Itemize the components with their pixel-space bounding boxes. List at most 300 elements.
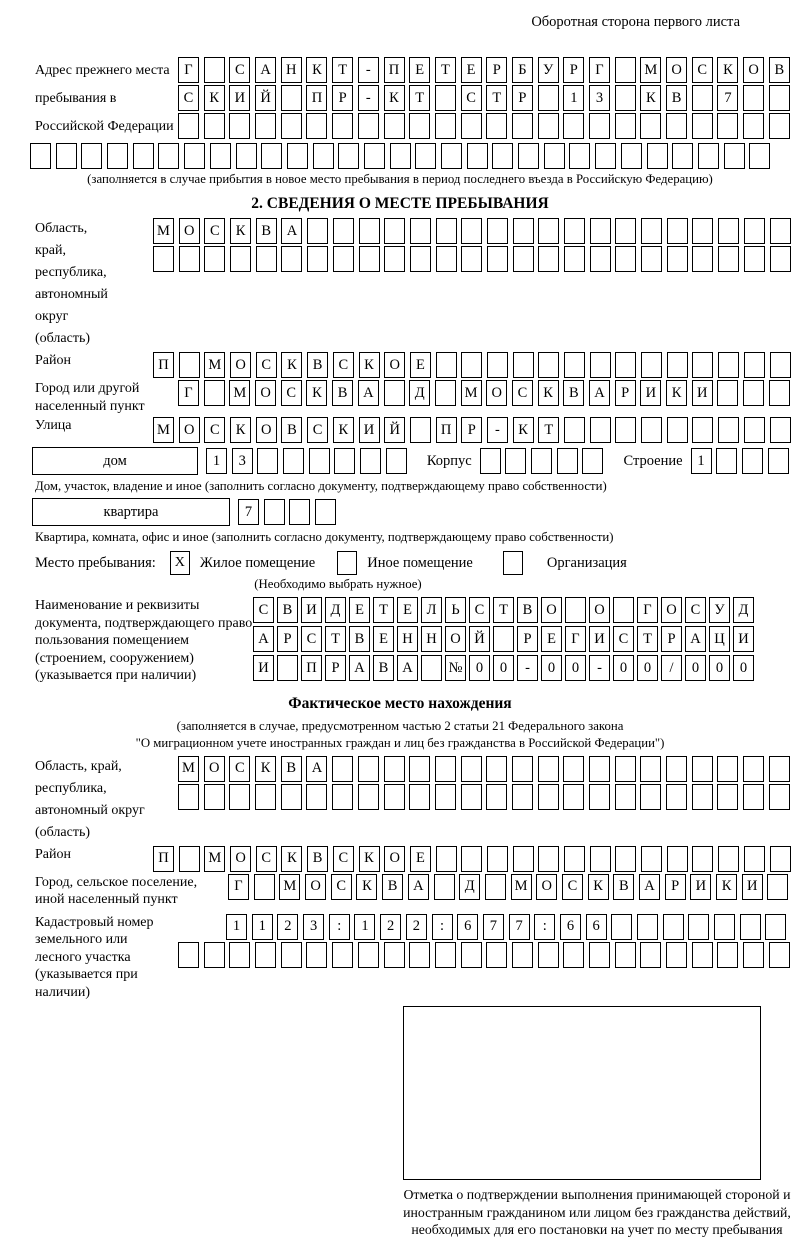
char-cell[interactable] (435, 942, 456, 968)
char-cell[interactable] (486, 784, 507, 810)
char-cell[interactable] (461, 846, 482, 872)
char-cell[interactable]: Н (397, 626, 418, 652)
char-cell[interactable] (769, 380, 790, 406)
char-cell[interactable] (769, 784, 790, 810)
char-cell[interactable] (615, 246, 636, 272)
char-cell[interactable] (415, 143, 436, 169)
checkbox-organization[interactable] (503, 551, 523, 575)
char-cell[interactable] (667, 218, 688, 244)
char-cell[interactable] (718, 417, 739, 443)
char-cell[interactable]: Т (373, 597, 394, 623)
char-cell[interactable] (513, 352, 534, 378)
char-cell[interactable]: : (534, 914, 555, 940)
char-cell[interactable]: Г (178, 380, 199, 406)
char-cell[interactable] (184, 143, 205, 169)
char-cell[interactable] (564, 417, 585, 443)
char-cell[interactable]: 0 (733, 655, 754, 681)
char-cell[interactable] (358, 113, 379, 139)
char-cell[interactable] (306, 113, 327, 139)
char-cell[interactable]: 3 (303, 914, 324, 940)
char-cell[interactable] (436, 846, 457, 872)
char-cell[interactable]: Т (325, 626, 346, 652)
char-cell[interactable] (589, 784, 610, 810)
char-cell[interactable] (204, 942, 225, 968)
char-cell[interactable] (557, 448, 578, 474)
char-cell[interactable] (360, 448, 381, 474)
char-cell[interactable] (615, 784, 636, 810)
char-cell[interactable] (178, 113, 199, 139)
char-cell[interactable] (384, 246, 405, 272)
char-cell[interactable] (315, 499, 336, 525)
char-cell[interactable]: 1 (563, 85, 584, 111)
char-cell[interactable]: К (281, 352, 302, 378)
char-cell[interactable]: А (408, 874, 429, 900)
char-cell[interactable] (538, 846, 559, 872)
char-cell[interactable] (563, 784, 584, 810)
char-cell[interactable] (409, 756, 430, 782)
char-cell[interactable] (740, 914, 761, 940)
char-cell[interactable]: К (204, 85, 225, 111)
char-cell[interactable]: О (384, 352, 405, 378)
char-cell[interactable] (358, 756, 379, 782)
char-cell[interactable] (358, 942, 379, 968)
char-cell[interactable]: Р (615, 380, 636, 406)
char-cell[interactable]: О (486, 380, 507, 406)
char-cell[interactable] (179, 352, 200, 378)
char-cell[interactable]: О (666, 57, 687, 83)
char-cell[interactable] (261, 143, 282, 169)
char-cell[interactable] (230, 246, 251, 272)
char-cell[interactable] (641, 246, 662, 272)
char-cell[interactable]: М (204, 352, 225, 378)
char-cell[interactable]: М (178, 756, 199, 782)
char-cell[interactable]: О (589, 597, 610, 623)
char-cell[interactable]: К (356, 874, 377, 900)
char-cell[interactable] (590, 246, 611, 272)
char-cell[interactable]: Б (512, 57, 533, 83)
char-cell[interactable]: В (256, 218, 277, 244)
char-cell[interactable]: К (538, 380, 559, 406)
char-cell[interactable] (255, 942, 276, 968)
char-cell[interactable] (590, 352, 611, 378)
char-cell[interactable]: 0 (469, 655, 490, 681)
char-cell[interactable] (582, 448, 603, 474)
char-cell[interactable] (769, 85, 790, 111)
char-cell[interactable]: С (461, 85, 482, 111)
char-cell[interactable]: 1 (691, 448, 712, 474)
char-cell[interactable] (410, 417, 431, 443)
char-cell[interactable]: А (255, 57, 276, 83)
char-cell[interactable] (107, 143, 128, 169)
char-cell[interactable]: О (230, 846, 251, 872)
char-cell[interactable]: П (301, 655, 322, 681)
char-cell[interactable] (666, 113, 687, 139)
char-cell[interactable]: С (281, 380, 302, 406)
char-cell[interactable]: О (230, 352, 251, 378)
char-cell[interactable] (538, 756, 559, 782)
char-cell[interactable]: И (589, 626, 610, 652)
char-cell[interactable]: С (562, 874, 583, 900)
char-cell[interactable] (283, 448, 304, 474)
char-cell[interactable] (386, 448, 407, 474)
char-cell[interactable] (281, 85, 302, 111)
char-cell[interactable]: Р (486, 57, 507, 83)
char-cell[interactable]: И (640, 380, 661, 406)
char-cell[interactable] (512, 784, 533, 810)
char-cell[interactable]: А (639, 874, 660, 900)
char-cell[interactable] (485, 874, 506, 900)
char-cell[interactable] (384, 756, 405, 782)
char-cell[interactable] (461, 784, 482, 810)
char-cell[interactable] (744, 417, 765, 443)
char-cell[interactable]: А (589, 380, 610, 406)
checkbox-other-premises[interactable] (337, 551, 357, 575)
char-cell[interactable] (692, 246, 713, 272)
char-cell[interactable]: И (359, 417, 380, 443)
char-cell[interactable]: Е (373, 626, 394, 652)
char-cell[interactable]: У (709, 597, 730, 623)
char-cell[interactable] (229, 942, 250, 968)
char-cell[interactable]: К (359, 352, 380, 378)
char-cell[interactable] (531, 448, 552, 474)
char-cell[interactable] (332, 113, 353, 139)
char-cell[interactable]: С (692, 57, 713, 83)
char-cell[interactable]: О (256, 417, 277, 443)
char-cell[interactable]: В (613, 874, 634, 900)
char-cell[interactable] (255, 784, 276, 810)
char-cell[interactable]: К (666, 380, 687, 406)
char-cell[interactable] (565, 597, 586, 623)
char-cell[interactable] (307, 246, 328, 272)
char-cell[interactable] (698, 143, 719, 169)
char-cell[interactable]: С (512, 380, 533, 406)
char-cell[interactable]: Т (538, 417, 559, 443)
char-cell[interactable]: Р (461, 417, 482, 443)
char-cell[interactable]: Е (410, 846, 431, 872)
char-cell[interactable] (590, 417, 611, 443)
char-cell[interactable] (743, 942, 764, 968)
char-cell[interactable] (281, 942, 302, 968)
char-cell[interactable] (563, 756, 584, 782)
char-cell[interactable] (595, 143, 616, 169)
char-cell[interactable] (724, 143, 745, 169)
char-cell[interactable]: И (742, 874, 763, 900)
char-cell[interactable] (637, 914, 658, 940)
char-cell[interactable] (564, 846, 585, 872)
char-cell[interactable]: 6 (457, 914, 478, 940)
char-cell[interactable]: 3 (589, 85, 610, 111)
char-cell[interactable]: Р (277, 626, 298, 652)
char-cell[interactable] (538, 942, 559, 968)
char-cell[interactable]: С (307, 417, 328, 443)
char-cell[interactable] (333, 218, 354, 244)
char-cell[interactable] (487, 352, 508, 378)
char-cell[interactable]: В (517, 597, 538, 623)
char-cell[interactable] (744, 846, 765, 872)
char-cell[interactable]: Р (661, 626, 682, 652)
char-cell[interactable]: Т (332, 57, 353, 83)
char-cell[interactable] (769, 942, 790, 968)
char-cell[interactable] (332, 756, 353, 782)
char-cell[interactable]: И (733, 626, 754, 652)
char-cell[interactable]: К (306, 380, 327, 406)
char-cell[interactable] (229, 784, 250, 810)
char-cell[interactable]: И (301, 597, 322, 623)
char-cell[interactable]: С (204, 417, 225, 443)
char-cell[interactable]: И (690, 874, 711, 900)
char-cell[interactable] (667, 417, 688, 443)
char-cell[interactable]: - (358, 57, 379, 83)
char-cell[interactable] (692, 942, 713, 968)
char-cell[interactable]: Е (397, 597, 418, 623)
char-cell[interactable] (768, 448, 789, 474)
char-cell[interactable]: К (281, 846, 302, 872)
char-cell[interactable] (767, 874, 788, 900)
char-cell[interactable]: К (716, 874, 737, 900)
char-cell[interactable] (717, 380, 738, 406)
char-cell[interactable]: Н (421, 626, 442, 652)
char-cell[interactable]: - (589, 655, 610, 681)
char-cell[interactable] (229, 113, 250, 139)
char-cell[interactable] (666, 942, 687, 968)
char-cell[interactable]: О (179, 417, 200, 443)
char-cell[interactable] (289, 499, 310, 525)
char-cell[interactable]: С (685, 597, 706, 623)
char-cell[interactable] (667, 352, 688, 378)
char-cell[interactable]: К (513, 417, 534, 443)
char-cell[interactable] (641, 846, 662, 872)
char-cell[interactable] (158, 143, 179, 169)
char-cell[interactable] (513, 846, 534, 872)
char-cell[interactable] (390, 143, 411, 169)
char-cell[interactable]: В (373, 655, 394, 681)
char-cell[interactable] (254, 874, 275, 900)
char-cell[interactable] (307, 218, 328, 244)
char-cell[interactable]: В (382, 874, 403, 900)
char-cell[interactable]: 0 (685, 655, 706, 681)
char-cell[interactable] (236, 143, 257, 169)
char-cell[interactable]: 0 (565, 655, 586, 681)
char-cell[interactable] (666, 784, 687, 810)
char-cell[interactable] (640, 113, 661, 139)
char-cell[interactable] (133, 143, 154, 169)
char-cell[interactable] (749, 143, 770, 169)
char-cell[interactable]: К (230, 417, 251, 443)
char-cell[interactable] (493, 626, 514, 652)
char-cell[interactable] (667, 846, 688, 872)
apartment-type-box[interactable]: квартира (32, 498, 230, 526)
char-cell[interactable] (358, 784, 379, 810)
char-cell[interactable]: В (666, 85, 687, 111)
char-cell[interactable] (663, 914, 684, 940)
char-cell[interactable]: В (332, 380, 353, 406)
char-cell[interactable] (538, 246, 559, 272)
char-cell[interactable]: С (204, 218, 225, 244)
char-cell[interactable]: М (279, 874, 300, 900)
char-cell[interactable] (384, 113, 405, 139)
char-cell[interactable] (564, 218, 585, 244)
char-cell[interactable] (461, 218, 482, 244)
char-cell[interactable] (436, 218, 457, 244)
char-cell[interactable] (480, 448, 501, 474)
char-cell[interactable]: Е (461, 57, 482, 83)
char-cell[interactable]: М (204, 846, 225, 872)
char-cell[interactable] (615, 57, 636, 83)
char-cell[interactable]: К (384, 85, 405, 111)
char-cell[interactable]: О (445, 626, 466, 652)
char-cell[interactable]: К (230, 218, 251, 244)
char-cell[interactable]: Т (435, 57, 456, 83)
char-cell[interactable]: С (613, 626, 634, 652)
char-cell[interactable] (461, 246, 482, 272)
char-cell[interactable]: Е (541, 626, 562, 652)
char-cell[interactable] (717, 756, 738, 782)
char-cell[interactable]: М (461, 380, 482, 406)
char-cell[interactable] (281, 246, 302, 272)
char-cell[interactable] (435, 756, 456, 782)
char-cell[interactable]: В (277, 597, 298, 623)
char-cell[interactable] (210, 143, 231, 169)
char-cell[interactable]: - (487, 417, 508, 443)
char-cell[interactable] (744, 246, 765, 272)
char-cell[interactable] (718, 352, 739, 378)
char-cell[interactable]: К (333, 417, 354, 443)
char-cell[interactable]: 0 (613, 655, 634, 681)
char-cell[interactable] (716, 448, 737, 474)
char-cell[interactable] (640, 756, 661, 782)
char-cell[interactable] (692, 218, 713, 244)
char-cell[interactable]: О (305, 874, 326, 900)
checkbox-residential[interactable]: X (170, 551, 190, 575)
char-cell[interactable]: 1 (226, 914, 247, 940)
char-cell[interactable] (512, 942, 533, 968)
char-cell[interactable] (505, 448, 526, 474)
char-cell[interactable] (692, 352, 713, 378)
char-cell[interactable] (281, 784, 302, 810)
char-cell[interactable] (563, 942, 584, 968)
char-cell[interactable]: Р (563, 57, 584, 83)
char-cell[interactable]: О (179, 218, 200, 244)
char-cell[interactable]: П (384, 57, 405, 83)
char-cell[interactable] (409, 113, 430, 139)
char-cell[interactable] (615, 113, 636, 139)
char-cell[interactable]: П (306, 85, 327, 111)
char-cell[interactable]: 0 (493, 655, 514, 681)
char-cell[interactable]: А (349, 655, 370, 681)
char-cell[interactable] (641, 417, 662, 443)
char-cell[interactable] (770, 352, 791, 378)
char-cell[interactable] (435, 113, 456, 139)
char-cell[interactable] (487, 246, 508, 272)
char-cell[interactable]: П (436, 417, 457, 443)
char-cell[interactable]: Р (517, 626, 538, 652)
char-cell[interactable]: В (563, 380, 584, 406)
char-cell[interactable] (718, 246, 739, 272)
char-cell[interactable] (692, 85, 713, 111)
char-cell[interactable]: П (153, 352, 174, 378)
char-cell[interactable] (409, 784, 430, 810)
char-cell[interactable] (621, 143, 642, 169)
char-cell[interactable] (384, 218, 405, 244)
char-cell[interactable] (770, 846, 791, 872)
char-cell[interactable] (309, 448, 330, 474)
char-cell[interactable] (410, 218, 431, 244)
char-cell[interactable] (461, 942, 482, 968)
char-cell[interactable] (204, 784, 225, 810)
char-cell[interactable]: 0 (541, 655, 562, 681)
char-cell[interactable]: М (153, 417, 174, 443)
char-cell[interactable] (264, 499, 285, 525)
char-cell[interactable]: Р (332, 85, 353, 111)
char-cell[interactable] (178, 784, 199, 810)
char-cell[interactable]: А (281, 218, 302, 244)
char-cell[interactable]: А (253, 626, 274, 652)
char-cell[interactable]: 6 (560, 914, 581, 940)
char-cell[interactable]: Г (589, 57, 610, 83)
char-cell[interactable]: В (281, 756, 302, 782)
char-cell[interactable] (667, 246, 688, 272)
char-cell[interactable]: С (229, 57, 250, 83)
char-cell[interactable] (359, 246, 380, 272)
char-cell[interactable] (332, 784, 353, 810)
char-cell[interactable]: И (229, 85, 250, 111)
char-cell[interactable]: В (281, 417, 302, 443)
char-cell[interactable]: Т (486, 85, 507, 111)
char-cell[interactable] (538, 85, 559, 111)
char-cell[interactable] (765, 914, 786, 940)
char-cell[interactable]: Г (228, 874, 249, 900)
char-cell[interactable] (512, 756, 533, 782)
char-cell[interactable] (688, 914, 709, 940)
char-cell[interactable] (364, 143, 385, 169)
char-cell[interactable]: С (178, 85, 199, 111)
char-cell[interactable] (306, 784, 327, 810)
char-cell[interactable] (421, 655, 442, 681)
char-cell[interactable] (467, 143, 488, 169)
char-cell[interactable]: О (384, 846, 405, 872)
char-cell[interactable] (590, 846, 611, 872)
char-cell[interactable] (179, 846, 200, 872)
char-cell[interactable]: Й (469, 626, 490, 652)
char-cell[interactable]: О (661, 597, 682, 623)
char-cell[interactable]: Р (325, 655, 346, 681)
char-cell[interactable]: П (153, 846, 174, 872)
char-cell[interactable] (435, 380, 456, 406)
char-cell[interactable]: : (329, 914, 350, 940)
char-cell[interactable]: С (229, 756, 250, 782)
char-cell[interactable] (615, 352, 636, 378)
char-cell[interactable]: И (692, 380, 713, 406)
char-cell[interactable]: М (511, 874, 532, 900)
char-cell[interactable] (544, 143, 565, 169)
char-cell[interactable] (436, 246, 457, 272)
char-cell[interactable] (717, 942, 738, 968)
char-cell[interactable]: Е (349, 597, 370, 623)
char-cell[interactable] (692, 113, 713, 139)
char-cell[interactable] (692, 846, 713, 872)
char-cell[interactable]: Г (565, 626, 586, 652)
char-cell[interactable]: О (255, 380, 276, 406)
char-cell[interactable] (717, 784, 738, 810)
char-cell[interactable]: 6 (586, 914, 607, 940)
char-cell[interactable]: М (640, 57, 661, 83)
char-cell[interactable]: 7 (509, 914, 530, 940)
char-cell[interactable] (204, 57, 225, 83)
char-cell[interactable] (770, 218, 791, 244)
char-cell[interactable] (692, 756, 713, 782)
char-cell[interactable] (512, 113, 533, 139)
char-cell[interactable]: - (517, 655, 538, 681)
